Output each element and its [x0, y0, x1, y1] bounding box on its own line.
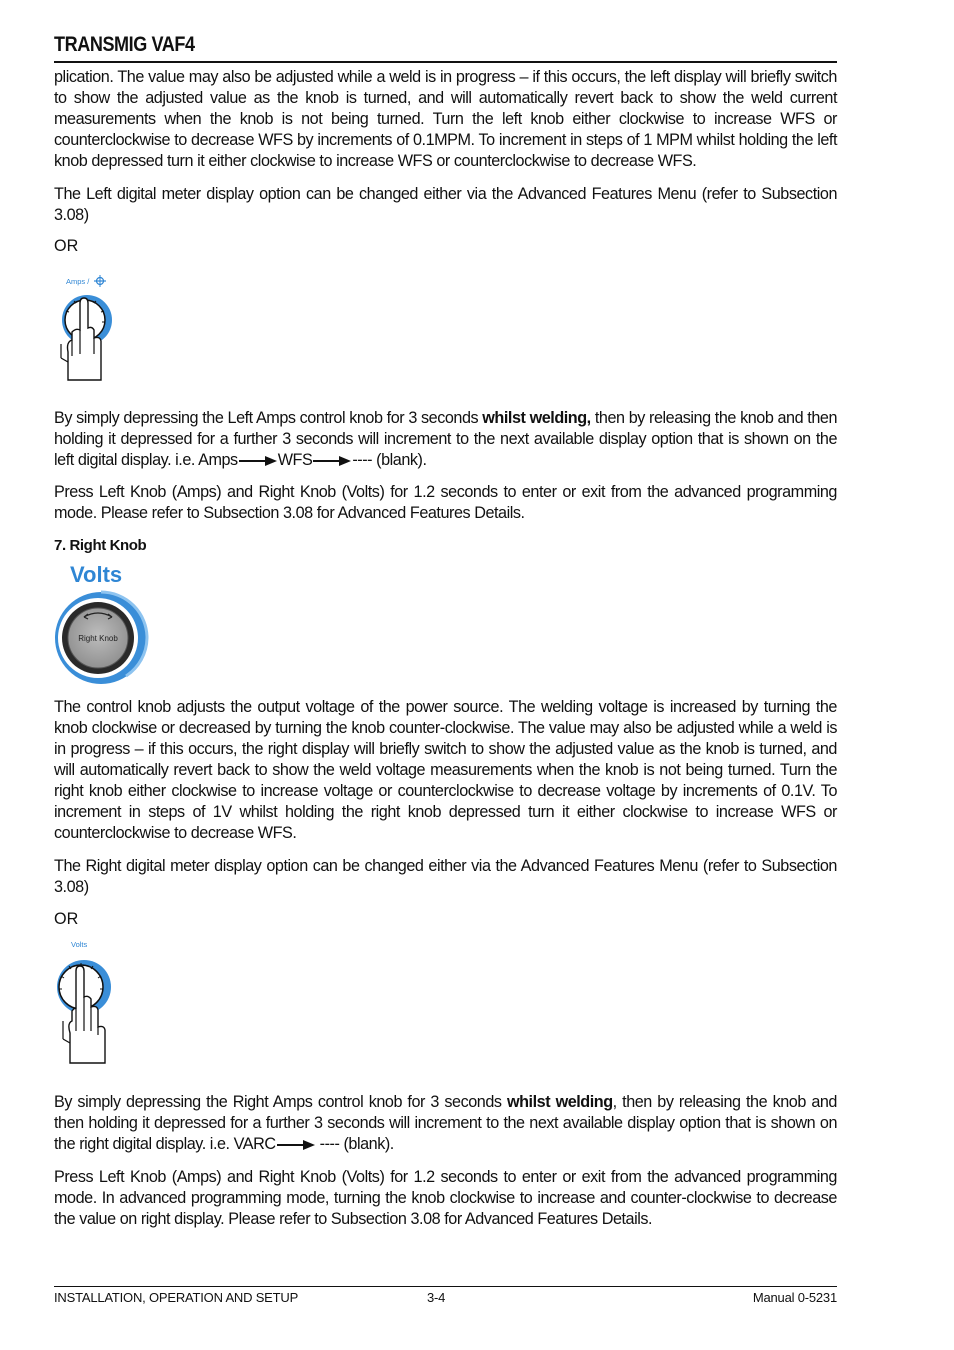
page-title: TRANSMIG VAF4 [54, 33, 195, 56]
header-rule [54, 61, 837, 63]
section-heading-right-knob: 7. Right Knob [54, 537, 147, 554]
paragraph-left-display-option: The Left digital meter display option can be changed either via the Advanced Features Menu (refer to Subsection 3.08) [54, 185, 837, 224]
footer-page-number: 3-4 [427, 1290, 446, 1305]
right-knob-icon [54, 560, 154, 685]
paragraph-advanced-mode-2: Press Left Knob (Amps) and Right Knob (Volts) for 1.2 seconds to enter or exit from the advanced programming mode. In advanced programming mode, turning the knob clockwise to increase and counter-clockwise to decrease the value on right display. Please refer to Subsection 3.08 for Advanced Features Details. [54, 1168, 837, 1228]
arrow-right-icon [239, 456, 277, 466]
paragraph-right-knob-adjust: The control knob adjusts the output voltage of the power source. The welding voltage is increased by turning the knob clockwise or decreased by turning the knob counter-clockwise. The value may also be adjusted while a weld is in progress – if this occurs, the right display will briefly switch to show the adjusted value as the knob is turned, and will automatically revert back to show the weld voltage measurements when the knob is not being turned. Turn the right knob either clockwise to increase voltage or counterclockwise to decrease voltage by increments of 0.1V. To increment in steps of 1V whilst holding the right knob depressed turn it either clockwise to increase WFS or counterclockwise to decrease WFS. [54, 698, 837, 842]
wire-feed-icon [94, 275, 106, 287]
hand-press-knob-icon [54, 270, 124, 385]
amps-label: Amps / [66, 277, 90, 286]
volts-title: Volts [70, 562, 123, 587]
paragraph-left-knob-adjust: plication. The value may also be adjusted while a weld is in progress – if this occurs, the left display will briefly switch to show the adjusted value as the knob is turned, and will automatically revert back to show the weld current measurements when the knob is not being turned. Turn the left knob either clockwise to increase WFS or counterclockwise to decrease WFS by increments of 0.1MPM. To increment in steps of 1 MPM whilst holding the left knob depressed turn it either clockwise to increase WFS or counterclockwise to decrease WFS. [54, 68, 837, 170]
right-knob-label: Right Knob [78, 634, 118, 643]
paragraph-right-display-option: The Right digital meter display option can be changed either via the Advanced Features Menu (refer to Subsection 3.08) [54, 857, 837, 896]
footer-section-title: INSTALLATION, OPERATION AND SETUP [54, 1290, 299, 1305]
hand-press-knob-icon [54, 935, 124, 1065]
arrow-right-icon [277, 1140, 315, 1150]
right-knob-press-figure [54, 935, 124, 1070]
volts-label: Volts [71, 940, 88, 949]
paragraph-left-knob-press: By simply depressing the Left Amps control knob for 3 seconds whilst welding, then by releasing the knob and then holding it depressed for a further 3 seconds will increment to the next available display option that is shown on the left digital display. i.e. Amps WFS ---- (blank). [54, 409, 837, 469]
footer-rule [54, 1286, 837, 1287]
footer-manual-number: Manual 0-5231 [752, 1290, 837, 1305]
or-label-1: OR [54, 237, 79, 255]
arrow-right-icon [313, 456, 351, 466]
or-label-2: OR [54, 910, 79, 928]
left-knob-press-figure [54, 270, 124, 390]
paragraph-advanced-mode-1: Press Left Knob (Amps) and Right Knob (Volts) for 1.2 seconds to enter or exit from the advanced programming mode. Please refer to Subsection 3.08 for Advanced Features Details. [54, 483, 837, 522]
paragraph-right-knob-press: By simply depressing the Right Amps control knob for 3 seconds whilst welding, then by releasing the knob and then holding it depressed for a further 3 seconds will increment to the next available display option that is shown on the right digital display. i.e. VARC ---- (blank). [54, 1093, 837, 1153]
